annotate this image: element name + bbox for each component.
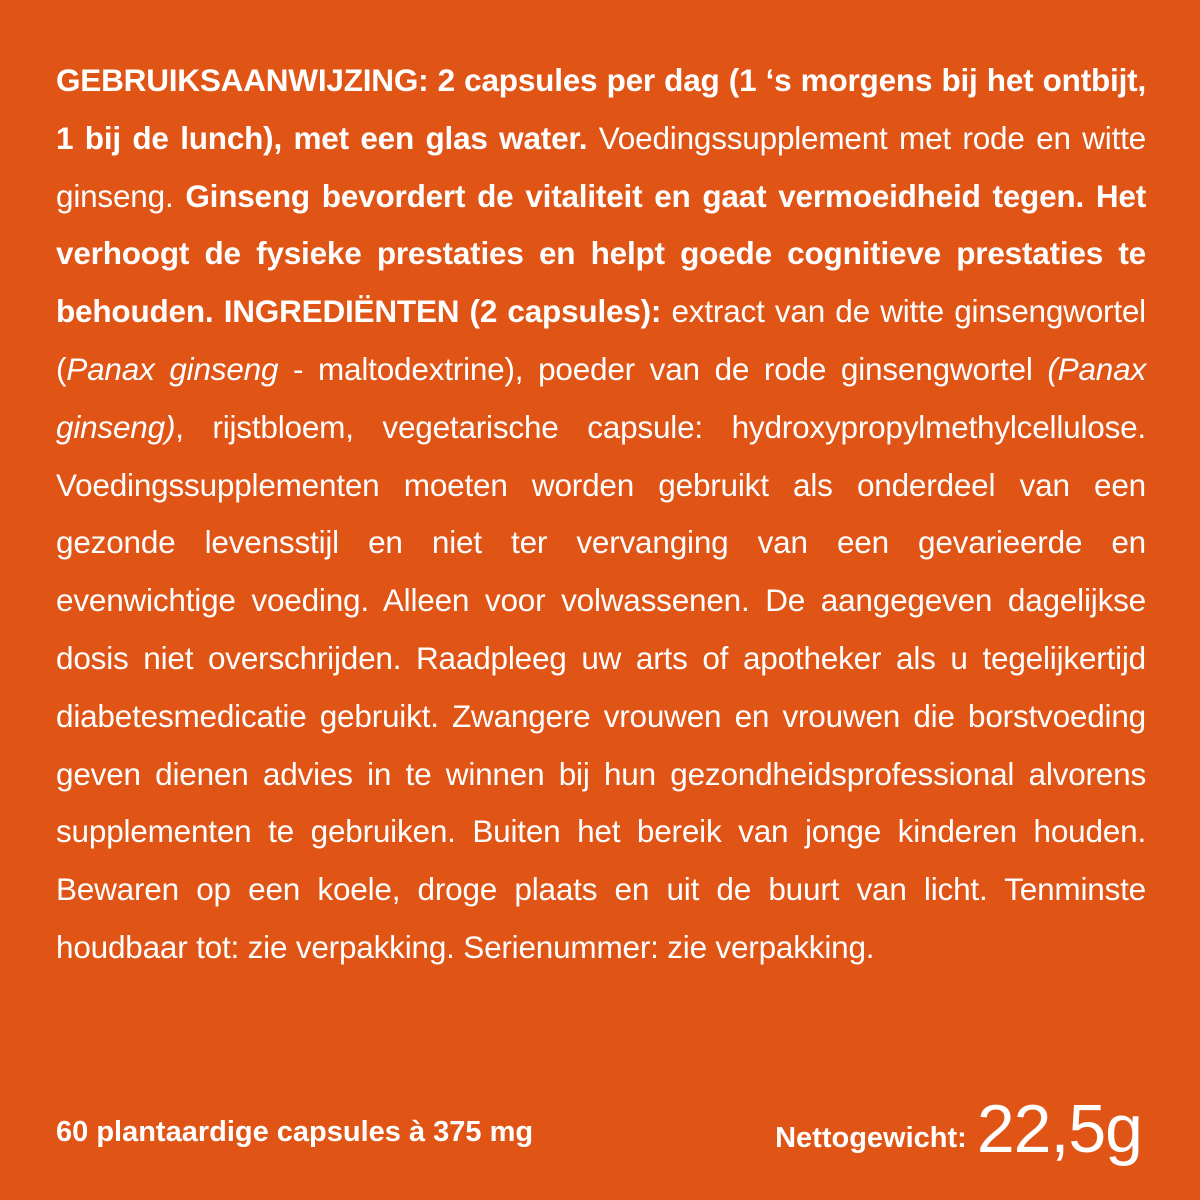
latin-name-1: Panax ginseng [66, 350, 279, 387]
ingredients-text-3: , rijstbloem, vegetarische capsule: hydroxypropylmethylcellulose. Voedingssupplementen moeten worden gebruikt als onderdeel van een gezonde levensstijl en niet ter vervanging van een gevarieerde en evenwichtige voeding. Alleen voor volwassenen. De aangegeven dagelijkse dosis niet overschrijden. Raadpleeg uw arts of apotheker als u tegelijkertijd diabetesmedicatie gebruikt. Zwangere vrouwen en vrouwen die borstvoeding geven dienen advies in te winnen bij hun gezondheidsprofessional alvorens supplementen te gebruiken. Buiten het bereik van jonge kinderen houden. Bewaren op een koele, droge plaats en uit de buurt van licht. Tenminste houdbaar tot: zie verpakking. Serienummer: zie verpakking. [56, 408, 1146, 965]
capsules-info: 60 plantaardige capsules à 375 mg [56, 1116, 534, 1148]
latin-name-2: (Panax ginseng) [56, 350, 1146, 445]
net-weight-value: 22,5g [976, 1091, 1142, 1167]
net-weight-label: Nettogewicht: [775, 1122, 967, 1154]
ingredients-text-2: - maltodextrine), poeder van de rode ginsengwortel [278, 350, 1048, 387]
product-label-text [56, 52, 1146, 977]
supplement-description: Voedingssupplement met rode en witte ginseng. [56, 119, 1146, 214]
usage-instructions: GEBRUIKSAANWIJZING: 2 capsules per dag (1 ‘s morgens bij het ontbijt, 1 bij de lunch), met een glas water. [56, 62, 1146, 156]
net-weight [775, 1092, 1142, 1166]
ingredients-text-1: extract van de witte ginsengwortel ( [56, 293, 1146, 387]
health-claims-and-ingredients-heading: Ginseng bevordert de vitaliteit en gaat vermoeidheid tegen. Het verhoogt de fysieke prestaties en helpt goede cognitieve prestaties te behouden. INGREDIËNTEN (2 capsules): [56, 177, 1147, 330]
